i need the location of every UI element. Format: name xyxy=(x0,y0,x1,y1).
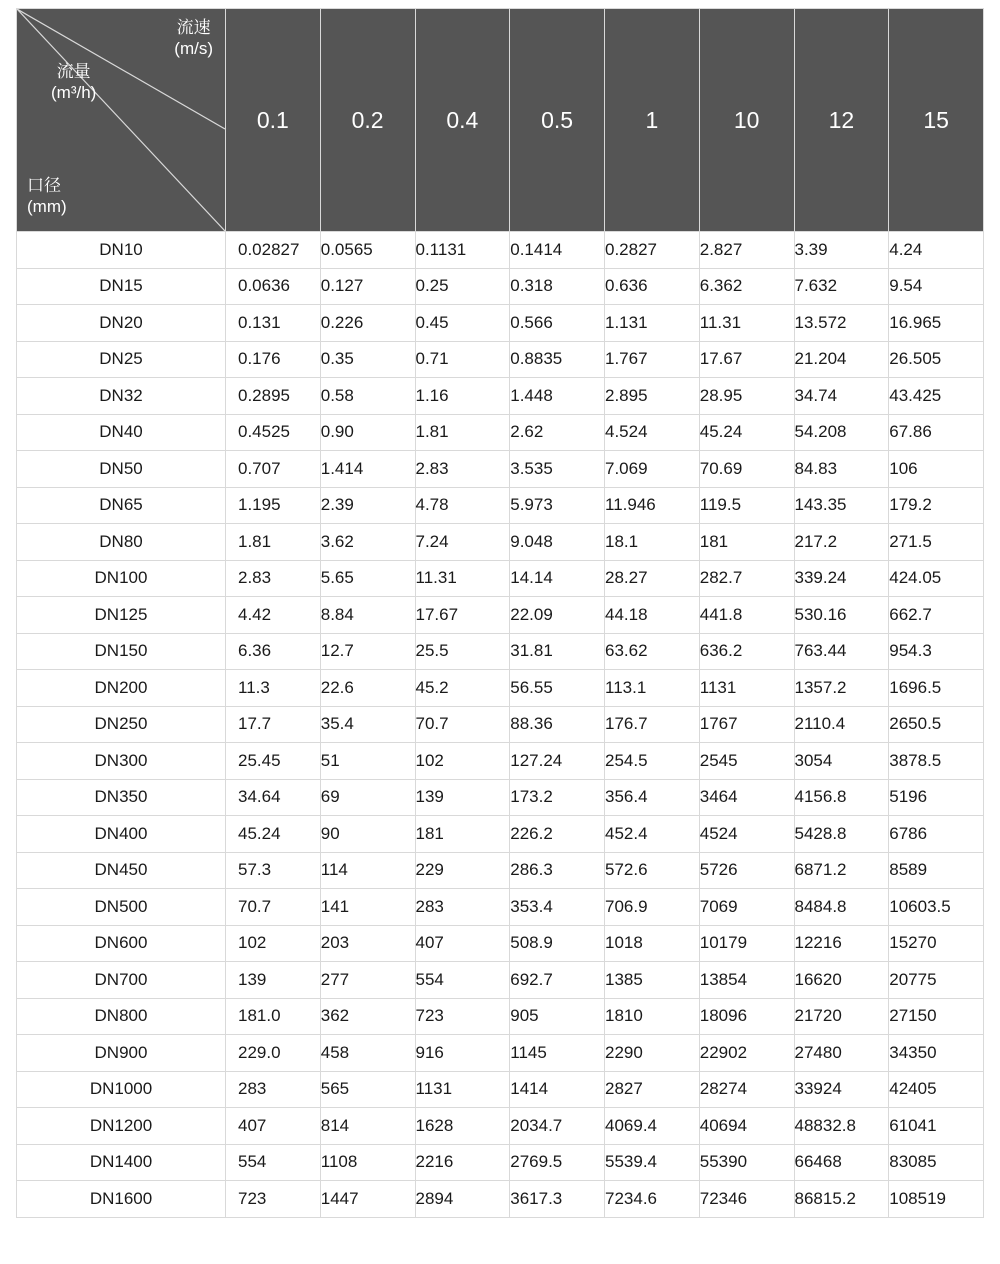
flow-value-cell: 692.7 xyxy=(510,962,605,999)
flow-value-cell: 42405 xyxy=(889,1071,984,1108)
table-row xyxy=(17,451,984,488)
flow-value-cell: 31.81 xyxy=(510,633,605,670)
flow-value-cell: 723 xyxy=(415,998,510,1035)
flow-value-cell: 5428.8 xyxy=(794,816,889,853)
flow-value-cell: 1131 xyxy=(699,670,794,707)
diameter-cell: DN500 xyxy=(17,889,226,926)
diameter-cell: DN1200 xyxy=(17,1108,226,1145)
table-row xyxy=(17,852,984,889)
table-row xyxy=(17,524,984,561)
flow-value-cell: 1447 xyxy=(320,1181,415,1218)
flow-value-cell: 723 xyxy=(226,1181,321,1218)
flow-value-cell: 11.946 xyxy=(605,487,700,524)
flow-value-cell: 4156.8 xyxy=(794,779,889,816)
table-row xyxy=(17,232,984,269)
flow-value-cell: 407 xyxy=(226,1108,321,1145)
flow-rate-table xyxy=(16,8,984,1218)
diameter-cell: DN100 xyxy=(17,560,226,597)
flow-value-cell: 102 xyxy=(226,925,321,962)
flow-value-cell: 3464 xyxy=(699,779,794,816)
table-row xyxy=(17,305,984,342)
diameter-cell: DN900 xyxy=(17,1035,226,1072)
diameter-cell: DN125 xyxy=(17,597,226,634)
flow-value-cell: 28274 xyxy=(699,1071,794,1108)
flow-value-cell: 25.5 xyxy=(415,633,510,670)
flow-value-cell: 173.2 xyxy=(510,779,605,816)
flow-value-cell: 181 xyxy=(415,816,510,853)
flow-value-cell: 7069 xyxy=(699,889,794,926)
flow-value-cell: 20775 xyxy=(889,962,984,999)
flow-value-cell: 2545 xyxy=(699,743,794,780)
flow-value-cell: 17.67 xyxy=(415,597,510,634)
diameter-cell: DN400 xyxy=(17,816,226,853)
flow-value-cell: 22.09 xyxy=(510,597,605,634)
flow-value-cell: 0.566 xyxy=(510,305,605,342)
velocity-column-header-7: 15 xyxy=(889,9,984,232)
table-row xyxy=(17,1071,984,1108)
flow-value-cell: 0.4525 xyxy=(226,414,321,451)
flow-value-cell: 27480 xyxy=(794,1035,889,1072)
flow-value-cell: 70.7 xyxy=(226,889,321,926)
flow-value-cell: 203 xyxy=(320,925,415,962)
flow-value-cell: 554 xyxy=(415,962,510,999)
velocity-column-header-2: 0.4 xyxy=(415,9,510,232)
header-corner-cell xyxy=(17,9,226,232)
flow-value-cell: 13.572 xyxy=(794,305,889,342)
flow-value-cell: 5539.4 xyxy=(605,1144,700,1181)
flow-value-cell: 362 xyxy=(320,998,415,1035)
flow-value-cell: 226.2 xyxy=(510,816,605,853)
table-header xyxy=(17,9,984,232)
flow-value-cell: 1131 xyxy=(415,1071,510,1108)
table-row xyxy=(17,743,984,780)
flow-value-cell: 90 xyxy=(320,816,415,853)
flow-value-cell: 424.05 xyxy=(889,560,984,597)
flow-value-cell: 2216 xyxy=(415,1144,510,1181)
diameter-cell: DN300 xyxy=(17,743,226,780)
flow-value-cell: 353.4 xyxy=(510,889,605,926)
flow-value-cell: 0.0565 xyxy=(320,232,415,269)
flow-value-cell: 3878.5 xyxy=(889,743,984,780)
diameter-cell: DN200 xyxy=(17,670,226,707)
flow-value-cell: 5.973 xyxy=(510,487,605,524)
flow-value-cell: 70.7 xyxy=(415,706,510,743)
flow-value-cell: 2290 xyxy=(605,1035,700,1072)
flow-value-cell: 0.226 xyxy=(320,305,415,342)
velocity-header-label xyxy=(174,17,213,60)
flow-value-cell: 114 xyxy=(320,852,415,889)
flow-value-cell: 636.2 xyxy=(699,633,794,670)
flow-value-cell: 282.7 xyxy=(699,560,794,597)
flow-value-cell: 277 xyxy=(320,962,415,999)
flow-value-cell: 565 xyxy=(320,1071,415,1108)
velocity-column-header-6: 12 xyxy=(794,9,889,232)
flow-value-cell: 0.90 xyxy=(320,414,415,451)
diameter-cell: DN10 xyxy=(17,232,226,269)
table-row xyxy=(17,670,984,707)
flow-value-cell: 28.27 xyxy=(605,560,700,597)
flow-value-cell: 1628 xyxy=(415,1108,510,1145)
diameter-cell: DN32 xyxy=(17,378,226,415)
diameter-cell: DN600 xyxy=(17,925,226,962)
flow-value-cell: 7234.6 xyxy=(605,1181,700,1218)
flow-value-cell: 9.54 xyxy=(889,268,984,305)
flow-value-cell: 4.42 xyxy=(226,597,321,634)
flow-value-cell: 0.1414 xyxy=(510,232,605,269)
velocity-column-header-1: 0.2 xyxy=(320,9,415,232)
flow-value-cell: 3617.3 xyxy=(510,1181,605,1218)
flow-value-cell: 88.36 xyxy=(510,706,605,743)
flow-value-cell: 0.0636 xyxy=(226,268,321,305)
table-row xyxy=(17,1144,984,1181)
table-row xyxy=(17,378,984,415)
flow-value-cell: 113.1 xyxy=(605,670,700,707)
flow-value-cell: 3.535 xyxy=(510,451,605,488)
velocity-column-header-5: 10 xyxy=(699,9,794,232)
flow-value-cell: 0.127 xyxy=(320,268,415,305)
diameter-cell: DN800 xyxy=(17,998,226,1035)
flow-value-cell: 3054 xyxy=(794,743,889,780)
flow-value-cell: 102 xyxy=(415,743,510,780)
flow-value-cell: 6.36 xyxy=(226,633,321,670)
flow-value-cell: 0.25 xyxy=(415,268,510,305)
velocity-column-header-3: 0.5 xyxy=(510,9,605,232)
flow-value-cell: 6786 xyxy=(889,816,984,853)
flow-value-cell: 7.632 xyxy=(794,268,889,305)
diameter-unit: (mm) xyxy=(27,196,67,216)
flow-value-cell: 1357.2 xyxy=(794,670,889,707)
flow-value-cell: 16.965 xyxy=(889,305,984,342)
flow-value-cell: 45.24 xyxy=(699,414,794,451)
flow-value-cell: 13854 xyxy=(699,962,794,999)
flow-value-cell: 179.2 xyxy=(889,487,984,524)
diameter-cell: DN40 xyxy=(17,414,226,451)
flow-value-cell: 63.62 xyxy=(605,633,700,670)
flow-value-cell: 28.95 xyxy=(699,378,794,415)
flow-value-cell: 7.069 xyxy=(605,451,700,488)
flow-value-cell: 662.7 xyxy=(889,597,984,634)
flow-value-cell: 40694 xyxy=(699,1108,794,1145)
flow-value-cell: 143.35 xyxy=(794,487,889,524)
diameter-cell: DN1400 xyxy=(17,1144,226,1181)
flow-value-cell: 1696.5 xyxy=(889,670,984,707)
flow-value-cell: 139 xyxy=(415,779,510,816)
flow-value-cell: 339.24 xyxy=(794,560,889,597)
flow-value-cell: 141 xyxy=(320,889,415,926)
flow-value-cell: 17.67 xyxy=(699,341,794,378)
flow-value-cell: 0.2895 xyxy=(226,378,321,415)
flow-value-cell: 3.39 xyxy=(794,232,889,269)
flow-value-cell: 5.65 xyxy=(320,560,415,597)
velocity-unit: (m/s) xyxy=(174,39,213,59)
table-row xyxy=(17,560,984,597)
flow-value-cell: 27150 xyxy=(889,998,984,1035)
diameter-cell: DN65 xyxy=(17,487,226,524)
flow-value-cell: 0.58 xyxy=(320,378,415,415)
flow-value-cell: 283 xyxy=(415,889,510,926)
flow-value-cell: 1018 xyxy=(605,925,700,962)
flow-value-cell: 51 xyxy=(320,743,415,780)
table-row xyxy=(17,414,984,451)
flow-value-cell: 48832.8 xyxy=(794,1108,889,1145)
flow-value-cell: 3.62 xyxy=(320,524,415,561)
flow-value-cell: 2.62 xyxy=(510,414,605,451)
flow-value-cell: 8589 xyxy=(889,852,984,889)
flow-value-cell: 1385 xyxy=(605,962,700,999)
flow-value-cell: 43.425 xyxy=(889,378,984,415)
flow-value-cell: 2.83 xyxy=(415,451,510,488)
flow-value-cell: 0.176 xyxy=(226,341,321,378)
flow-value-cell: 67.86 xyxy=(889,414,984,451)
flow-value-cell: 2110.4 xyxy=(794,706,889,743)
flow-value-cell: 283 xyxy=(226,1071,321,1108)
flow-value-cell: 14.14 xyxy=(510,560,605,597)
velocity-title: 流速 xyxy=(176,18,211,37)
diameter-title: 口径 xyxy=(27,175,61,195)
flow-value-cell: 2650.5 xyxy=(889,706,984,743)
flow-value-cell: 18096 xyxy=(699,998,794,1035)
diameter-cell: DN15 xyxy=(17,268,226,305)
flow-value-cell: 69 xyxy=(320,779,415,816)
table-row xyxy=(17,597,984,634)
flow-value-cell: 119.5 xyxy=(699,487,794,524)
flow-value-cell: 0.636 xyxy=(605,268,700,305)
flow-value-cell: 44.18 xyxy=(605,597,700,634)
flow-value-cell: 0.2827 xyxy=(605,232,700,269)
flow-value-cell: 10179 xyxy=(699,925,794,962)
table-row xyxy=(17,1035,984,1072)
table-row xyxy=(17,341,984,378)
flow-value-cell: 217.2 xyxy=(794,524,889,561)
flow-value-cell: 127.24 xyxy=(510,743,605,780)
diameter-cell: DN450 xyxy=(17,852,226,889)
flow-value-cell: 25.45 xyxy=(226,743,321,780)
diameter-cell: DN1000 xyxy=(17,1071,226,1108)
flow-value-cell: 57.3 xyxy=(226,852,321,889)
flow-value-cell: 4069.4 xyxy=(605,1108,700,1145)
flow-value-cell: 61041 xyxy=(889,1108,984,1145)
flow-value-cell: 11.31 xyxy=(415,560,510,597)
flow-value-cell: 72346 xyxy=(699,1181,794,1218)
diameter-cell: DN700 xyxy=(17,962,226,999)
flow-value-cell: 706.9 xyxy=(605,889,700,926)
flow-value-cell: 356.4 xyxy=(605,779,700,816)
flow-value-cell: 181 xyxy=(699,524,794,561)
table-row xyxy=(17,633,984,670)
diameter-cell: DN1600 xyxy=(17,1181,226,1218)
diameter-cell: DN150 xyxy=(17,633,226,670)
flow-value-cell: 4.24 xyxy=(889,232,984,269)
table-row xyxy=(17,998,984,1035)
flow-value-cell: 572.6 xyxy=(605,852,700,889)
flow-value-cell: 8484.8 xyxy=(794,889,889,926)
flow-value-cell: 0.1131 xyxy=(415,232,510,269)
diameter-cell: DN80 xyxy=(17,524,226,561)
flow-value-cell: 254.5 xyxy=(605,743,700,780)
flow-value-cell: 12216 xyxy=(794,925,889,962)
flow-value-cell: 905 xyxy=(510,998,605,1035)
flow-value-cell: 1145 xyxy=(510,1035,605,1072)
flow-value-cell: 22.6 xyxy=(320,670,415,707)
flow-value-cell: 954.3 xyxy=(889,633,984,670)
flow-value-cell: 1.16 xyxy=(415,378,510,415)
flow-value-cell: 2034.7 xyxy=(510,1108,605,1145)
flow-value-cell: 554 xyxy=(226,1144,321,1181)
diameter-header-label xyxy=(27,175,67,218)
flow-value-cell: 176.7 xyxy=(605,706,700,743)
flow-value-cell: 33924 xyxy=(794,1071,889,1108)
flow-value-cell: 2769.5 xyxy=(510,1144,605,1181)
flow-value-cell: 1767 xyxy=(699,706,794,743)
flow-value-cell: 83085 xyxy=(889,1144,984,1181)
table-row xyxy=(17,889,984,926)
flow-value-cell: 1.81 xyxy=(226,524,321,561)
table-body xyxy=(17,232,984,1218)
flow-value-cell: 16620 xyxy=(794,962,889,999)
flow-value-cell: 6.362 xyxy=(699,268,794,305)
flow-value-cell: 1.81 xyxy=(415,414,510,451)
flow-value-cell: 70.69 xyxy=(699,451,794,488)
flow-value-cell: 45.24 xyxy=(226,816,321,853)
flow-value-cell: 1414 xyxy=(510,1071,605,1108)
flow-value-cell: 1.195 xyxy=(226,487,321,524)
flow-header-label xyxy=(51,61,96,104)
flow-value-cell: 916 xyxy=(415,1035,510,1072)
flow-value-cell: 84.83 xyxy=(794,451,889,488)
flow-value-cell: 1.131 xyxy=(605,305,700,342)
flow-value-cell: 45.2 xyxy=(415,670,510,707)
flow-value-cell: 106 xyxy=(889,451,984,488)
flow-value-cell: 17.7 xyxy=(226,706,321,743)
flow-value-cell: 814 xyxy=(320,1108,415,1145)
flow-value-cell: 2.827 xyxy=(699,232,794,269)
flow-value-cell: 1.448 xyxy=(510,378,605,415)
flow-value-cell: 10603.5 xyxy=(889,889,984,926)
flow-value-cell: 6871.2 xyxy=(794,852,889,889)
flow-value-cell: 0.318 xyxy=(510,268,605,305)
flow-value-cell: 0.45 xyxy=(415,305,510,342)
diameter-cell: DN350 xyxy=(17,779,226,816)
flow-value-cell: 11.3 xyxy=(226,670,321,707)
flow-value-cell: 181.0 xyxy=(226,998,321,1035)
flow-value-cell: 15270 xyxy=(889,925,984,962)
table-row xyxy=(17,962,984,999)
flow-value-cell: 54.208 xyxy=(794,414,889,451)
flow-value-cell: 35.4 xyxy=(320,706,415,743)
flow-value-cell: 271.5 xyxy=(889,524,984,561)
table-row xyxy=(17,268,984,305)
flow-value-cell: 5196 xyxy=(889,779,984,816)
flow-title: 流量 xyxy=(56,62,91,81)
flow-value-cell: 1108 xyxy=(320,1144,415,1181)
flow-value-cell: 0.35 xyxy=(320,341,415,378)
flow-value-cell: 11.31 xyxy=(699,305,794,342)
flow-value-cell: 286.3 xyxy=(510,852,605,889)
table-row xyxy=(17,487,984,524)
flow-value-cell: 0.71 xyxy=(415,341,510,378)
flow-value-cell: 2894 xyxy=(415,1181,510,1218)
flow-value-cell: 21.204 xyxy=(794,341,889,378)
flow-value-cell: 0.8835 xyxy=(510,341,605,378)
flow-value-cell: 22902 xyxy=(699,1035,794,1072)
table-header-row xyxy=(17,9,984,232)
flow-value-cell: 458 xyxy=(320,1035,415,1072)
flow-value-cell: 8.84 xyxy=(320,597,415,634)
table-row xyxy=(17,1108,984,1145)
flow-value-cell: 508.9 xyxy=(510,925,605,962)
flow-value-cell: 2827 xyxy=(605,1071,700,1108)
velocity-column-header-0: 0.1 xyxy=(226,9,321,232)
flow-value-cell: 55390 xyxy=(699,1144,794,1181)
flow-value-cell: 4.78 xyxy=(415,487,510,524)
flow-value-cell: 26.505 xyxy=(889,341,984,378)
diameter-cell: DN20 xyxy=(17,305,226,342)
flow-value-cell: 2.83 xyxy=(226,560,321,597)
flow-value-cell: 1.767 xyxy=(605,341,700,378)
flow-value-cell: 108519 xyxy=(889,1181,984,1218)
flow-value-cell: 34.74 xyxy=(794,378,889,415)
flow-value-cell: 2.39 xyxy=(320,487,415,524)
flow-value-cell: 229.0 xyxy=(226,1035,321,1072)
flow-value-cell: 56.55 xyxy=(510,670,605,707)
diameter-cell: DN25 xyxy=(17,341,226,378)
diameter-cell: DN250 xyxy=(17,706,226,743)
flow-value-cell: 18.1 xyxy=(605,524,700,561)
flow-value-cell: 0.02827 xyxy=(226,232,321,269)
flow-value-cell: 7.24 xyxy=(415,524,510,561)
flow-value-cell: 763.44 xyxy=(794,633,889,670)
flow-value-cell: 1810 xyxy=(605,998,700,1035)
flow-value-cell: 9.048 xyxy=(510,524,605,561)
flow-value-cell: 229 xyxy=(415,852,510,889)
flow-value-cell: 21720 xyxy=(794,998,889,1035)
flow-value-cell: 86815.2 xyxy=(794,1181,889,1218)
flow-value-cell: 530.16 xyxy=(794,597,889,634)
flow-value-cell: 139 xyxy=(226,962,321,999)
table-row xyxy=(17,706,984,743)
flow-value-cell: 12.7 xyxy=(320,633,415,670)
flow-value-cell: 452.4 xyxy=(605,816,700,853)
table-row xyxy=(17,779,984,816)
table-row xyxy=(17,925,984,962)
table-row xyxy=(17,816,984,853)
flow-value-cell: 407 xyxy=(415,925,510,962)
table-row xyxy=(17,1181,984,1218)
flow-unit: (m³/h) xyxy=(51,83,97,103)
flow-value-cell: 441.8 xyxy=(699,597,794,634)
flow-value-cell: 0.707 xyxy=(226,451,321,488)
flow-value-cell: 4524 xyxy=(699,816,794,853)
flow-value-cell: 1.414 xyxy=(320,451,415,488)
diameter-cell: DN50 xyxy=(17,451,226,488)
flow-value-cell: 66468 xyxy=(794,1144,889,1181)
flow-value-cell: 34350 xyxy=(889,1035,984,1072)
flow-value-cell: 0.131 xyxy=(226,305,321,342)
flow-value-cell: 34.64 xyxy=(226,779,321,816)
flow-value-cell: 2.895 xyxy=(605,378,700,415)
flow-value-cell: 5726 xyxy=(699,852,794,889)
flow-value-cell: 4.524 xyxy=(605,414,700,451)
velocity-column-header-4: 1 xyxy=(605,9,700,232)
